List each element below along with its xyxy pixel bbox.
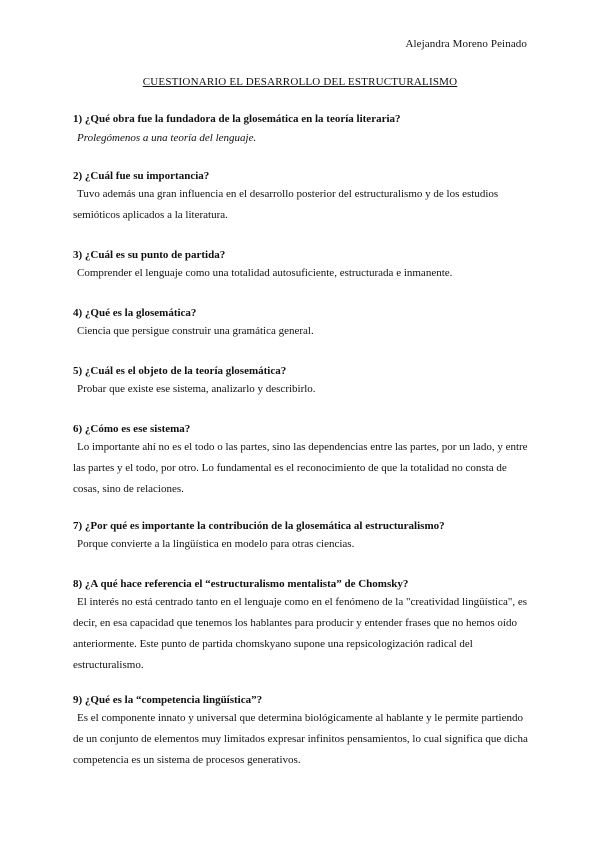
- qa-item-8: [73, 576, 528, 676]
- answer-7: Porque convierte a la lingüística en modelo para otras ciencias.: [77, 538, 355, 550]
- qa-item-2: [73, 168, 528, 226]
- answer-8: El interés no está centrado tanto en el lenguaje como en el fenómeno de la "creatividad lingüística", es decir, en esa capacidad que tenemos los hablantes para producir y entender frases que no hemos oído anteriormente. Este punto de partida chomskyano supone una repsicologización radical del estructuralismo.: [73, 596, 528, 671]
- document-title: CUESTIONARIO EL DESARROLLO DEL ESTRUCTURALISMO: [142, 76, 458, 88]
- qa-item-3: [73, 247, 528, 284]
- qa-item-6: [73, 421, 528, 500]
- answer-3: Comprender el lenguaje como una totalidad autosuficiente, estructurada e inmanente.: [77, 267, 453, 279]
- question-7: 7) ¿Por qué es importante la contribución de la glosemática al estructuralismo?: [73, 520, 445, 532]
- answer-9: Es el componente innato y universal que determina biológicamente al hablante y le permite partiendo de un conjunto de elementos muy limitados expresar infinitos pensamientos, lo cual significa que dicha competencia es un sistema de procesos generativos.: [73, 712, 528, 766]
- qa-item-5: [73, 363, 528, 400]
- answer-1: Prolegómenos a una teoría del lenguaje.: [77, 132, 257, 144]
- question-3: 3) ¿Cuál es su punto de partida?: [73, 249, 226, 261]
- author-name: Alejandra Moreno Peinado: [405, 38, 527, 50]
- qa-item-7: [73, 518, 528, 555]
- question-9: 9) ¿Qué es la “competencia lingüística”?: [73, 694, 263, 706]
- question-2: 2) ¿Cuál fue su importancia?: [73, 170, 210, 182]
- qa-item-9: [73, 692, 528, 771]
- answer-6: Lo importante ahí no es el todo o las partes, sino las dependencias entre las partes, por un lado, y entre las partes y el todo, por otro. Lo fundamental es el reconocimiento de que la totalidad no consta de cosas, sino de relaciones.: [73, 441, 528, 495]
- answer-5: Probar que existe ese sistema, analizarlo y describirlo.: [77, 383, 316, 395]
- question-1: 1) ¿Qué obra fue la fundadora de la glosemática en la teoría literaria?: [73, 113, 401, 125]
- qa-item-1: [73, 111, 528, 149]
- question-5: 5) ¿Cuál es el objeto de la teoría glosemática?: [73, 365, 287, 377]
- question-4: 4) ¿Qué es la glosemática?: [73, 307, 197, 319]
- question-8: 8) ¿A qué hace referencia el “estructuralismo mentalista” de Chomsky?: [73, 578, 409, 590]
- qa-item-4: [73, 305, 528, 342]
- answer-2: Tuvo además una gran influencia en el desarrollo posterior del estructuralismo y de los estudios semióticos aplicados a la literatura.: [73, 188, 499, 221]
- question-6: 6) ¿Cómo es ese sistema?: [73, 423, 191, 435]
- answer-4: Ciencia que persigue construir una gramática general.: [77, 325, 314, 337]
